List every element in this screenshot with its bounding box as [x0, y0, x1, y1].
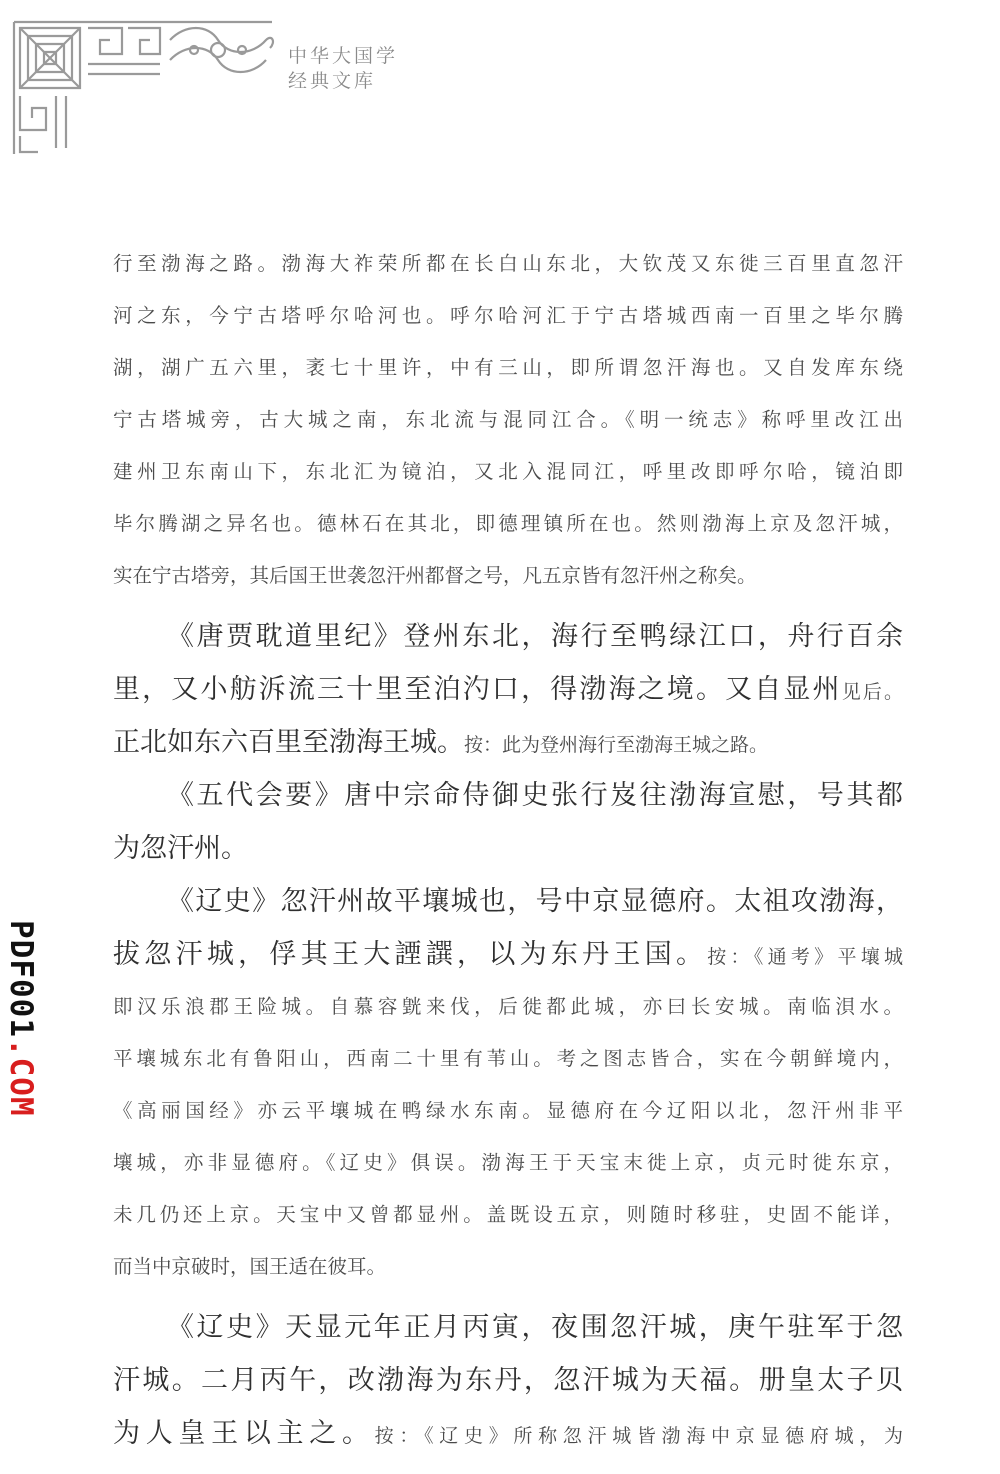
text-line: 为忽汗州。 [113, 833, 248, 864]
inline-note: 按：此为登州海行至渤海王城之路。 [464, 734, 769, 756]
text-line: 实在宁古塔旁，其后国王世袭忽汗州都督之号，凡五京皆有忽汗州之称矣。 [113, 564, 757, 587]
paragraph-note-continuation [113, 238, 903, 602]
note-line: 壤城，亦非显德府。《辽史》俱误。渤海王于天宝末徙上京，贞元时徙东京， [113, 1151, 903, 1174]
note-line: 而当中京破时，国王适在彼耳。 [113, 1255, 387, 1278]
text-line [113, 663, 903, 716]
page-header [10, 18, 470, 158]
watermark-domain: .COM [3, 1037, 39, 1117]
main-text: 为人皇王以主之。 [113, 1418, 375, 1449]
series-title [288, 44, 398, 94]
text-line: 《辽史》忽汗州故平壤城也，号中京显德府。太祖攻渤海， [167, 886, 903, 917]
paragraph-liao-shi-1 [113, 875, 903, 1293]
note-line: 《高丽国经》亦云平壤城在鸭绿水东南。显德府在今辽阳以北，忽汗州非平 [113, 1099, 903, 1122]
page-body [113, 238, 903, 1460]
inline-note: 按：《辽史》所称忽汗城皆渤海中京显德府城，为 [374, 1425, 903, 1447]
text-line [113, 716, 903, 769]
text-line: 宁古塔城旁，古大城之南，东北流与混同江合。《明一统志》称呼里改江出 [113, 408, 903, 431]
series-title-line: 经典文库 [288, 70, 377, 92]
text-line: 湖，湖广五六里，袤七十里许，中有三山，即所谓忽汗海也。又自发库东绕 [113, 356, 903, 379]
main-text: 里，又小舫泝流三十里至泊汋口，得渤海之境。又自显州 [113, 674, 842, 705]
note-line: 平壤城东北有鲁阳山，西南二十里有苇山。考之图志皆合，实在今朝鲜境内， [113, 1047, 903, 1070]
inline-note: 见后。 [841, 681, 903, 703]
site-watermark [0, 920, 42, 1120]
text-line: 《唐贾耽道里纪》登州东北，海行至鸭绿江口，舟行百余 [167, 621, 903, 652]
text-line [113, 928, 903, 981]
text-line: 建州卫东南山下，东北汇为镜泊，又北入混同江，呼里改即呼尔哈，镜泊即 [113, 460, 903, 483]
text-line: 《五代会要》唐中宗命侍御史张行岌往渤海宣慰，号其都 [167, 780, 903, 811]
paragraph-tang-jia-dan [113, 610, 903, 769]
note-line: 即汉乐浪郡王险城。自慕容皝来伐，后徙都此城，亦曰长安城。南临浿水。 [113, 995, 903, 1018]
paragraph-wudai-huiyao [113, 769, 903, 875]
text-line: 《辽史》天显元年正月丙寅，夜围忽汗城，庚午驻军于忽 [167, 1312, 903, 1343]
paragraph-liao-shi-2 [113, 1301, 903, 1460]
main-text: 拔忽汗城，俘其王大諲譔，以为东丹王国。 [113, 939, 708, 970]
text-line: 毕尔腾湖之异名也。德林石在其北，即德理镇所在也。然则渤海上京及忽汗城， [113, 512, 903, 535]
corner-fretwork-ornament [10, 18, 280, 158]
watermark-text: PDF001 [3, 920, 39, 1038]
text-line: 行至渤海之路。渤海大祚荣所都在长白山东北，大钦茂又东徙三百里直忽汗 [113, 252, 903, 275]
inline-note: 按：《通考》平壤城 [707, 946, 903, 968]
series-title-line: 中华大国学 [288, 45, 399, 67]
main-text: 正北如东六百里至渤海王城。 [113, 727, 464, 758]
text-line [113, 1407, 903, 1460]
text-line: 河之东，今宁古塔呼尔哈河也。呼尔哈河汇于宁古塔城西南一百里之毕尔腾 [113, 304, 903, 327]
note-line: 未几仍还上京。天宝中又曾都显州。盖既设五京，则随时移驻，史固不能详， [113, 1203, 903, 1226]
text-line: 汗城。二月丙午，改渤海为东丹，忽汗城为天福。册皇太子贝 [113, 1365, 903, 1396]
